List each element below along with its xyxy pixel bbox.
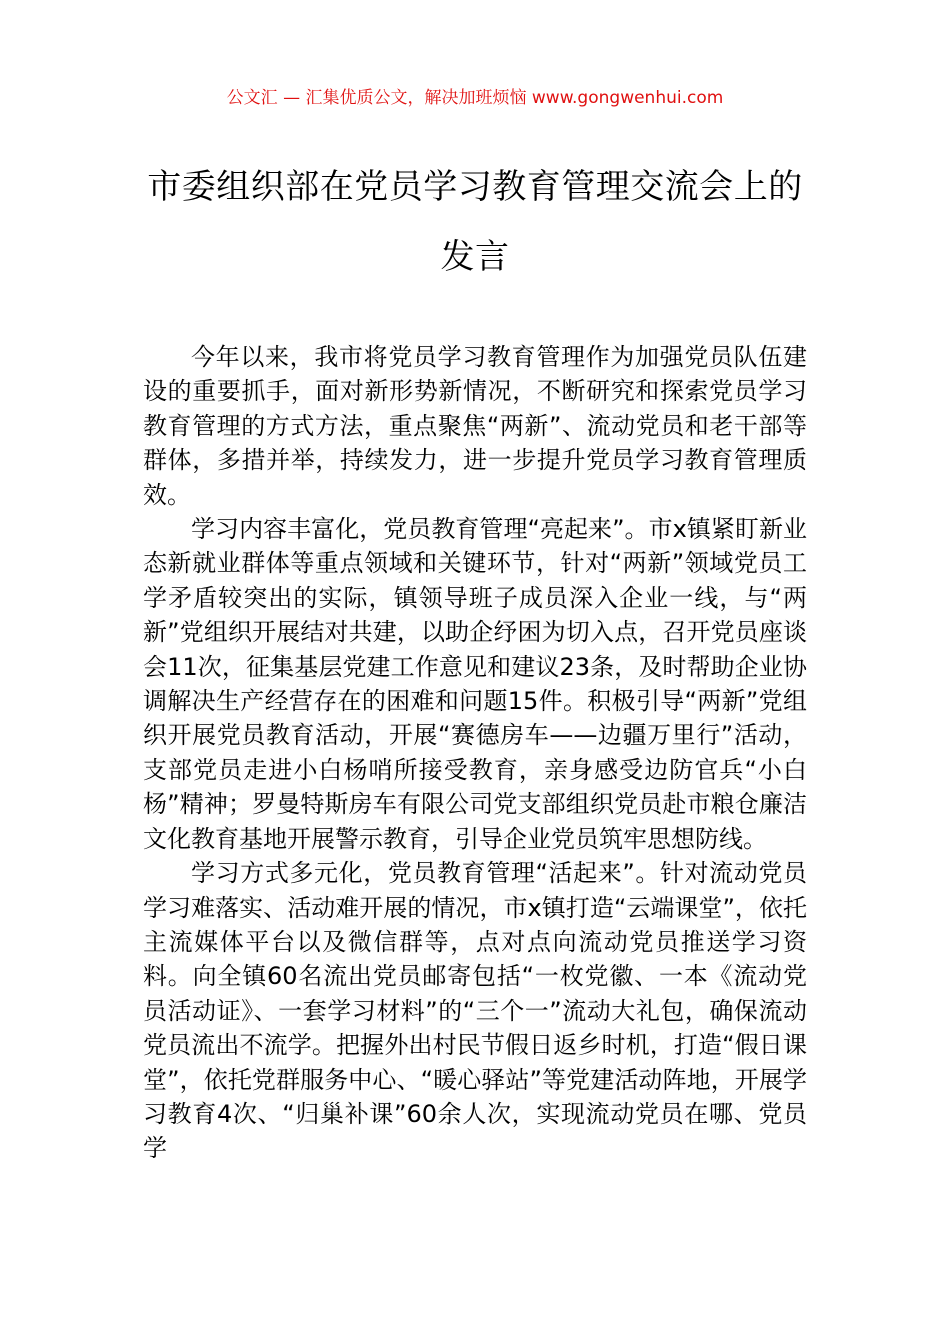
body-paragraph-3: 学习方式多元化，党员教育管理“活起来”。针对流动党员学习难落实、活动难开展的情况，市x镇打造“云端课堂”，依托主流媒体平台以及微信群等，点对点向流动党员推送学习资料。向全镇60名流出党员邮寄包括“一枚党徽、一本《流动党员活动证》、一套学习材料”的“三个一”流动大礼包，确保流动党员流出不流学。把握外出村民节假日返乡时机，打造“假日课堂”，依托党群服务中心、“暖心驿站”等党建活动阵地，开展学习教育4次、“归巢补课”60余人次，实现流动党员在哪、党员学: [143, 859, 807, 1163]
document-title: 市委组织部在党员学习教育管理交流会上的发言: [147, 167, 803, 277]
body-paragraph-1: 今年以来，我市将党员学习教育管理作为加强党员队伍建设的重要抓手，面对新形势新情况，不断研究和探索党员学习教育管理的方式方法，重点聚焦“两新”、流动党员和老干部等群体，多措并举，持续发力，进一步提升党员学习教育管理质效。: [143, 343, 807, 509]
header-banner: 公文汇 — 汇集优质公文，解决加班烦恼 www.gongwenhui.com: [226, 88, 724, 108]
document-body: [143, 340, 807, 1166]
body-paragraph-2: 学习内容丰富化，党员教育管理“亮起来”。市x镇紧盯新业态新就业群体等重点领域和关键环节，针对“两新”领域党员工学矛盾较突出的实际，镇领导班子成员深入企业一线，与“两新”党组织开展结对共建，以助企纾困为切入点，召开党员座谈会11次，征集基层党建工作意见和建议23条，及时帮助企业协调解决生产经营存在的困难和问题15件。积极引导“两新”党组织开展党员教育活动，开展“赛德房车——边疆万里行”活动，支部党员走进小白杨哨所接受教育，亲身感受边防官兵“小白杨”精神；罗曼特斯房车有限公司党支部组织党员赴市粮仓廉洁文化教育基地开展警示教育，引导企业党员筑牢思想防线。: [143, 515, 807, 853]
